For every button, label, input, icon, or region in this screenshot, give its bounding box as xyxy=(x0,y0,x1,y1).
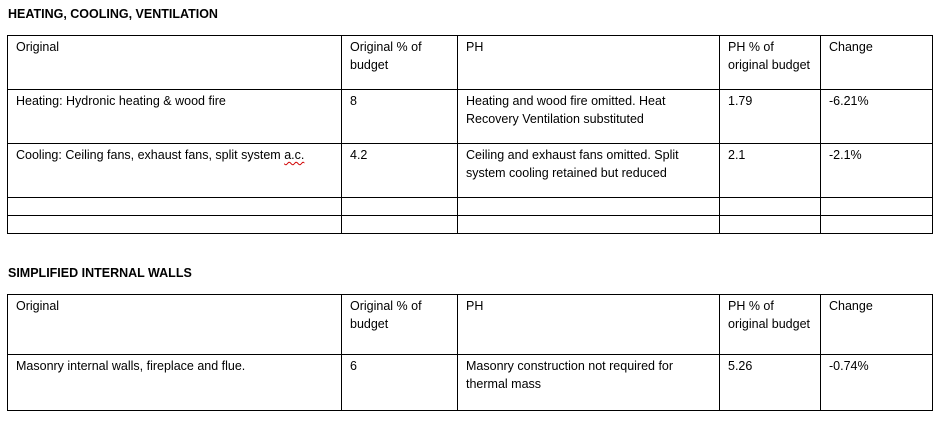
empty-cell xyxy=(821,216,933,234)
header-original-pct: Original % of budget xyxy=(342,295,458,355)
cell-ph: Heating and wood fire omitted. Heat Recovery Ventilation substituted xyxy=(458,90,720,144)
cell-change: -0.74% xyxy=(821,355,933,411)
section-heading-hvac: HEATING, COOLING, VENTILATION xyxy=(8,7,218,21)
cell-ph: Ceiling and exhaust fans omitted. Split system cooling retained but reduced xyxy=(458,144,720,198)
hvac-table xyxy=(7,35,933,234)
header-original: Original xyxy=(8,295,342,355)
cell-original-pct: 4.2 xyxy=(342,144,458,198)
header-change: Change xyxy=(821,295,933,355)
cell-original: Masonry internal walls, fireplace and flue. xyxy=(8,355,342,411)
cell-original-pct: 8 xyxy=(342,90,458,144)
cell-change: -2.1% xyxy=(821,144,933,198)
header-ph-pct: PH % of original budget xyxy=(720,36,821,90)
section-heading-internal-walls: SIMPLIFIED INTERNAL WALLS xyxy=(8,266,192,280)
empty-cell xyxy=(342,198,458,216)
table-header-row xyxy=(8,36,933,90)
header-original: Original xyxy=(8,36,342,90)
empty-cell xyxy=(821,198,933,216)
empty-cell xyxy=(8,198,342,216)
header-ph: PH xyxy=(458,36,720,90)
header-ph-pct: PH % of original budget xyxy=(720,295,821,355)
empty-cell xyxy=(720,198,821,216)
header-original-pct: Original % of budget xyxy=(342,36,458,90)
header-ph: PH xyxy=(458,295,720,355)
table-header-row xyxy=(8,295,933,355)
internal-walls-table xyxy=(7,294,933,411)
table-row xyxy=(8,90,933,144)
empty-row xyxy=(8,198,933,216)
table-row xyxy=(8,355,933,411)
cell-original xyxy=(8,144,342,198)
cell-change: -6.21% xyxy=(821,90,933,144)
empty-cell xyxy=(342,216,458,234)
spelling-flagged-word[interactable]: a.c. xyxy=(284,148,305,162)
empty-cell xyxy=(458,216,720,234)
cell-ph-pct: 5.26 xyxy=(720,355,821,411)
cell-ph-pct: 1.79 xyxy=(720,90,821,144)
empty-row xyxy=(8,216,933,234)
cell-ph-pct: 2.1 xyxy=(720,144,821,198)
cell-original: Heating: Hydronic heating & wood fire xyxy=(8,90,342,144)
empty-cell xyxy=(458,198,720,216)
header-change: Change xyxy=(821,36,933,90)
cell-original-text: Cooling: Ceiling fans, exhaust fans, split system xyxy=(16,148,285,162)
cell-ph: Masonry construction not required for thermal mass xyxy=(458,355,720,411)
table-row xyxy=(8,144,933,198)
empty-cell xyxy=(720,216,821,234)
empty-cell xyxy=(8,216,342,234)
cell-original-pct: 6 xyxy=(342,355,458,411)
